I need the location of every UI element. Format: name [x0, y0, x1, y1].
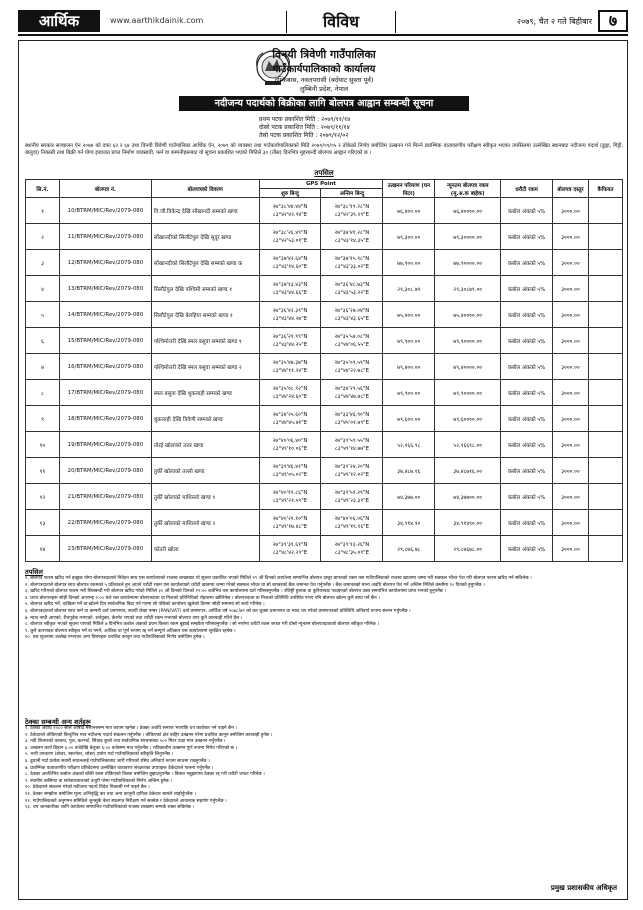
table-row [26, 380, 623, 406]
row-start-point [259, 510, 321, 536]
row-bid-fee: ३०००.०० [553, 536, 589, 562]
row-end-point [321, 198, 383, 224]
row-bid-no: 17/BTRM/MIC/Rev/2079-080 [59, 380, 151, 406]
row-bid-fee: ३०००.०० [553, 224, 589, 250]
page-number: ७ [598, 10, 628, 32]
row-min-bid: ७९,४००००.०० [435, 354, 501, 380]
table-caption: तपसिल [314, 169, 334, 177]
latitude: २७°३५'०९.५९"N [334, 359, 370, 366]
condition-item: २. ठेकेदारले तोकिएको बिन्दुभित्र मात्र नदीजन्य पदार्थ संकलन गर्नुपर्नेछ । तोकिएको क्षेत्र बाहिर उत्खनन गरेमा प्रचलित कानून बमोजिम कारबाही हुनेछ । [25, 732, 273, 738]
row-bid-fee: ३०००.०० [553, 406, 589, 432]
latitude: २७°४०'२१.१०"N [272, 515, 308, 522]
table-row [26, 406, 623, 432]
row-quantity: ७४,३७७.०० [383, 484, 435, 510]
row-start-point [259, 354, 321, 380]
condition-item: ९. स्थानीय बासिन्दा वा सरोकारवालाको उजुरी परेमा गाउँपालिकाको निर्णय अन्तिम हुनेछ । [25, 778, 172, 784]
longitude: ८३°४३'४४.२५"E [272, 341, 308, 348]
header-bid-no: बोलपत्र नं. [59, 180, 151, 198]
longitude: ८३°४२'४२.९४"E [272, 211, 308, 218]
row-quantity: ७६,४००.०० [383, 198, 435, 224]
condition-item: ८. ठेक्का अवधिभित्र कबोल अंकको बाँकी रकम तोकिएको किस्ता बमोजिम बुझाउनुपर्नेछ । किस्ता नबुझाएमा ठेक्का रद्द गरी धरौटी जफत गरिनेछ । [25, 772, 265, 778]
terms-list [25, 576, 623, 642]
row-sn: ३ [26, 250, 60, 276]
term-item: १०. यस सूचनामा उल्लेख नभएका अन्य विषयहरू प्रचलित कानून तथा गाउँपालिकाको निर्णय बमोजिम हुनेछ । [25, 635, 205, 641]
longitude: ८३°४३'४४.२७"E [272, 315, 308, 322]
row-remarks [588, 484, 622, 510]
longitude: ८३°४९'१०.०६"E [272, 445, 308, 452]
row-min-bid: २९,३०८७९.०० [435, 276, 501, 302]
latitude: २७°३६'४२.३९"N [272, 307, 308, 314]
row-end-point [321, 250, 383, 276]
conditions-heading: ठेक्का सम्बन्धी अन्य शर्तहरू [25, 718, 91, 726]
row-start-point [259, 328, 321, 354]
row-sn: १३ [26, 510, 60, 536]
row-bid-fee: ३०००.०० [553, 458, 589, 484]
row-start-point [259, 198, 321, 224]
issue-date: २०७९, चैत २ गते बिहीबार [516, 17, 592, 26]
row-min-bid: ७६,४००००.०० [435, 198, 501, 224]
row-description: तोरई खोलाको उत्तर खण्ड [151, 432, 259, 458]
table-row [26, 276, 623, 302]
row-description: वि.जी.विकेन्द्र देखि सोंखानदी सम्मको खण्ड [151, 198, 259, 224]
row-end-point [321, 510, 383, 536]
row-quantity: ७९,४००.०० [383, 354, 435, 380]
table-row [26, 354, 623, 380]
header-min-bid: न्यूनतम बोलपत्र रकम (मु.अ.क बाहेक) [435, 180, 501, 198]
notice-title: नदीजन्य पदार्थको बिक्रीका लागि बोलपत्र आह्वान सम्बन्धी सूचना [179, 96, 469, 111]
latitude: २७°३३'४६.९०"N [334, 411, 370, 418]
latitude: २७°३८'१९.२८"N [334, 203, 370, 210]
row-bid-no: 22/BTRM/MIC/Rev/2079-080 [59, 510, 151, 536]
latitude: २७°३४'२९.५६"N [334, 385, 370, 392]
row-description: तुर्की खोलाको माथिल्लो खण्ड १ [151, 484, 259, 510]
longitude: ८३°४३'१४.६०"E [272, 263, 308, 270]
term-item: ५. बोलपत्र खरिद गर्ने, दाखिला गर्ने वा खोल्ने दिन सार्वजनिक बिदा पर्न गएमा सो पछिको कार्यालय खुलेको दिनमा सोही समयमा सो कार्य गरिनेछ । [25, 602, 265, 608]
row-deposit: कबोल अंकको ५% [501, 302, 553, 328]
header-sn: सि.नं. [26, 180, 60, 198]
latitude: २७°३९'५९.२९"N [334, 489, 370, 496]
row-quantity: ७९,३००.०० [383, 224, 435, 250]
term-item: २. बोलपत्रदाताले बोलपत्र साथ बोलपत्र रकमको ५ प्रतिशतले हुन आउने धरौटी रकम यस कार्यालयको धरौटी खातामा जम्मा गरेको सक्कल भौचर वा सो बराबरको बैंक जमानत पेश गर्नुपर्नेछ । बैंक जमानतको मान्य अवधि बोलपत्र पेश गर्ने अन्तिम मितिले कम्तीमा ९० दिनको हुनुपर्नेछ । [25, 582, 485, 588]
longitude: ८३°४३'५३.२२"E [334, 289, 370, 296]
header-deposit: धरौटी रकम [501, 180, 553, 198]
row-sn: १४ [26, 536, 60, 562]
table-row [26, 484, 623, 510]
row-description: कोतरी खोला [151, 536, 259, 562]
masthead [18, 10, 628, 36]
row-start-point [259, 432, 321, 458]
row-bid-no: 15/BTRM/MIC/Rev/2079-080 [59, 328, 151, 354]
row-remarks [588, 276, 622, 302]
header-remarks: कैफियत [588, 180, 622, 198]
row-bid-fee: ३०००.०० [553, 276, 589, 302]
conditions-list [25, 726, 623, 812]
municipality-name: विनयी त्रिवेणी गाउँपालिका [272, 48, 376, 61]
latitude: २७°३६'४८.७३"N [334, 281, 370, 288]
row-remarks [588, 536, 622, 562]
row-bid-no: 10/BTRM/MIC/Rev/2079-080 [59, 198, 151, 224]
row-min-bid: ७९,९००००.०० [435, 380, 501, 406]
condition-item: ३. नदी किनारको तटबन्ध, पुल, कल्भर्ट, सिंचाइ कुलो तथा सार्वजनिक संरचनाबाट ५०० मिटर टाढा मात्र उत्खनन गर्नुपर्नेछ । [25, 739, 226, 745]
longitude: ८३°४४'११.२४"E [272, 367, 308, 374]
longitude: ८३°४४'२२.७८"E [334, 367, 370, 374]
condition-item: १२. गाउँपालिकाको अनुगमन समितिले जुनसुकै बेला स्थलगत निरीक्षण गर्न सक्नेछ र ठेकेदारले आवश्यक सहयोग गर्नुपर्नेछ । [25, 798, 227, 804]
row-min-bid: ७९,६००००.०० [435, 406, 501, 432]
row-remarks [588, 458, 622, 484]
longitude: ८३°४३'४३.६५"E [334, 315, 370, 322]
longitude: ८३°४९'२१.५९"E [272, 497, 308, 504]
row-quantity: ३७,४८७.१६ [383, 458, 435, 484]
condition-item: ५. भारी उपकरण (डोजर, स्काभेटर, लोडर) प्रयोग गर्दा गाउँपालिकाको स्वीकृति लिनुपर्नेछ । [25, 752, 174, 758]
condition-item: १३. थप जानकारीका लागि कार्यालय समयभित्र गाउँपालिकाको राजस्व शाखामा सम्पर्क राख्न सकिनेछ । [25, 805, 195, 811]
latitude: २७°३७'१५.९८"N [334, 255, 370, 262]
row-description: पश्चिमोत्तरी देखि स्मल बसुवा सम्मको खण्ड २ [151, 354, 259, 380]
longitude: ८३°४९'१७.४८"E [272, 523, 308, 530]
row-deposit: कबोल अंकको ५% [501, 250, 553, 276]
office-province: लुम्बिनी प्रदेश, नेपाल [299, 85, 349, 93]
row-deposit: कबोल अंकको ५% [501, 354, 553, 380]
latitude: २७°४०'०६.४०"N [272, 437, 308, 444]
row-bid-no: 21/BTRM/MIC/Rev/2079-080 [59, 484, 151, 510]
row-start-point [259, 484, 321, 510]
row-quantity: ७९,९००.०० [383, 328, 435, 354]
row-deposit: कबोल अंकको ५% [501, 484, 553, 510]
row-deposit: कबोल अंकको ५% [501, 536, 553, 562]
latitude: २७°३५'५४.०८"N [334, 333, 370, 340]
row-deposit: कबोल अंकको ५% [501, 224, 553, 250]
row-bid-no: 23/BTRM/MIC/Rev/2079-080 [59, 536, 151, 562]
row-description: सिलौटेपुल देखि पश्चिमी सम्मको खण्ड १ [151, 276, 259, 302]
longitude: ८३°४३'३३.०२"E [334, 263, 370, 270]
latitude: २७°४०'०६.०६"N [334, 515, 370, 522]
latitude: २७°३९'१३.२६"N [334, 541, 370, 548]
row-bid-fee: ३०००.०० [553, 510, 589, 536]
table-row [26, 328, 623, 354]
row-remarks [588, 224, 622, 250]
row-start-point [259, 250, 321, 276]
row-deposit: कबोल अंकको ५% [501, 432, 553, 458]
row-end-point [321, 302, 383, 328]
third-publication-date: तेस्रो पटक प्रकाशित मिति : २०७९/१२/०२ [259, 132, 349, 139]
row-bid-fee: ३०००.०० [553, 432, 589, 458]
row-sn: ९ [26, 406, 60, 432]
row-quantity: ७७,९००.०० [383, 250, 435, 276]
latitude: २७°३८'४४.४४"N [272, 203, 308, 210]
longitude: ८३°४२'५३.०१"E [272, 237, 308, 244]
longitude: ८३°४८'४२.२९"E [272, 549, 308, 556]
table-row [26, 302, 623, 328]
row-start-point [259, 302, 321, 328]
row-start-point [259, 276, 321, 302]
row-sn: १ [26, 198, 60, 224]
latitude: २७°३९'४६.४१"N [272, 463, 308, 470]
table-row [26, 458, 623, 484]
longitude: ८३°४९'२३.३९"E [334, 497, 370, 504]
row-sn: १२ [26, 484, 60, 510]
header-description: बोलपत्रको विवरण [151, 180, 259, 198]
longitude: ८३°४८'३५.०९"E [334, 549, 370, 556]
notice-intro: स्थानीय सरकार सञ्चालन ऐन २०७४ को दफा ६२ र ६४ तथा विनयी त्रिवेणी गाउँपालिका आर्थिक ऐन, २०७९ को व्यवस्था तथा गाउँकार्यपालिकाको मिति २०७९/०९/०५ र तोकेको निर्णय बमोजिम उत्खनन गर्न मिल्ने प्रारम्भिक वातावरणीय परीक्षण स्वीकृत भएका तपसिलमा उल्लेखित स्थानबाट नदीजन्य पदार्थ (ढुङ्गा, गिट्टी, बालुवा) निकासी तथा बिक्री गर्न योग्य इजाजत प्राप्त निर्माण व्यवसायी, फर्म वा कम्पनीहरूबाट यो सूचना प्रकाशित भएको मितिले ३० (तीस) दिनभित्र मुहरबन्दी बोलपत्र आह्वान गरिएको छ । [25, 143, 623, 156]
bid-lots-table [25, 179, 623, 562]
row-sn: ७ [26, 354, 60, 380]
longitude: ८३°४४'०६.५५"E [334, 341, 370, 348]
table-row [26, 536, 623, 562]
website-url[interactable]: www.aarthikdainik.com [110, 16, 204, 25]
table-row [26, 432, 623, 458]
row-bid-fee: ३०००.०० [553, 328, 589, 354]
longitude: ८३°४९'०५.०२"E [272, 471, 308, 478]
row-sn: ६ [26, 328, 60, 354]
row-min-bid: ७७,९००००.०० [435, 250, 501, 276]
terms-heading: तपसिल [25, 568, 43, 576]
term-item: ४. प्राप्त बोलपत्रहरू सोही दिनको अपरान्ह २:०० बजे यस कार्यालयमा बोलपत्रदाता वा निजको प्रतिनिधिको रोहवरमा खोलिनेछ । बोलपत्रदाता वा निजको प्रतिनिधि उपस्थित नभए पनि बोलपत्र खोल्न कुनै बाधा पर्ने छैन । [25, 595, 380, 601]
header-bid-fee: बोलपत्र दस्तुर [553, 180, 589, 198]
office-name: गाउँकार्यपालिकाको कार्यालय [272, 64, 376, 75]
row-end-point [321, 458, 383, 484]
row-remarks [588, 406, 622, 432]
second-publication-date: दोस्रो पटक प्रकाशित मिति : २०७९/११/१४ [259, 124, 350, 131]
condition-item: ११. ठेक्का सम्झौता बमोजिम मूल्य अभिवृद्धि कर तथा अन्य कानूनी दायित्व ठेकेदार स्वयंले व्यहोर्नुपर्नेछ । [25, 791, 196, 797]
row-bid-fee: ३०००.०० [553, 250, 589, 276]
row-end-point [321, 406, 383, 432]
row-deposit: कबोल अंकको ५% [501, 198, 553, 224]
row-deposit: कबोल अंकको ५% [501, 510, 553, 536]
row-end-point [321, 354, 383, 380]
header-start-point: शुरु बिन्दु [259, 189, 321, 198]
row-bid-no: 16/BTRM/MIC/Rev/2079-080 [59, 354, 151, 380]
latitude: २७°३५'०८.९२"N [272, 385, 308, 392]
row-min-bid: २९,८७६७८.०० [435, 536, 501, 562]
row-quantity: ७५,४००.०० [383, 302, 435, 328]
row-end-point [321, 484, 383, 510]
header-gps: GPS Point [259, 180, 383, 189]
row-bid-no: 18/BTRM/MIC/Rev/2079-080 [59, 406, 151, 432]
row-quantity: ३४,९१४.९० [383, 510, 435, 536]
row-description: सोंखानदीको सिलौटेपुल देखि सम्मको खण्ड क [151, 250, 259, 276]
latitude: २७°३४'२५.६०"N [272, 411, 308, 418]
latitude: २७°३७'४२.६४"N [272, 255, 308, 262]
row-min-bid: ५२,१६६९८.०० [435, 432, 501, 458]
publication-dates [259, 116, 419, 140]
office-address: दुम्किबास, नवलपरासी (बर्दघाट सुस्ता पूर्व) [274, 76, 374, 84]
row-description: तुर्की खोलाको माथिल्लो खण्ड २ [151, 510, 259, 536]
condition-item: १०. ठेकेदारले संकलन गरेको नदीजन्य पदार्थ विदेश निकासी गर्न पाइने छैन । [25, 785, 150, 791]
row-end-point [321, 276, 383, 302]
longitude: ८३°४९'१९.९६"E [334, 523, 370, 530]
row-remarks [588, 328, 622, 354]
row-description: पश्चिमोत्तरी देखि स्मल बसुवा सम्मको खण्ड १ [151, 328, 259, 354]
header-quantity: उत्खनन परिमाण (घन मिटर) [383, 180, 435, 198]
latitude: २७°३५'४७.३७"N [272, 359, 308, 366]
row-end-point [321, 380, 383, 406]
latitude: २७°३९'३१.६१"N [272, 541, 308, 548]
newspaper-logo[interactable]: आर्थिक [18, 10, 100, 32]
latitude: २७°३७'१३.४३"N [272, 281, 308, 288]
latitude: २७°३९'२४.२०"N [334, 463, 370, 470]
row-bid-fee: ३०००.०० [553, 380, 589, 406]
term-item: ९. कुनै कारणवश बोलपत्र स्वीकृत गर्ने वा नगर्ने, आंशिक वा पूर्ण रूपमा रद्द गर्ने सम्पूर्ण अधिकार यस कार्यालयमा सुरक्षित रहनेछ । [25, 628, 236, 634]
longitude: ८३°४४'२४.६०"E [272, 393, 308, 400]
row-deposit: कबोल अंकको ५% [501, 328, 553, 354]
row-bid-fee: ३०००.०० [553, 198, 589, 224]
latitude: २७°३६'२१.९९"N [272, 333, 308, 340]
term-item: ६. बोलपत्रदाताले बोलपत्र साथ फर्म वा कम्पनी दर्ता प्रमाणपत्र, स्थायी लेखा नम्बर (PAN/VAT) दर्ता प्रमाणपत्र, आर्थिक वर्ष २०७८/७९ को कर चुक्ता प्रमाणपत्र वा म्याद थप गरेको प्रमाणपत्रको प्रतिलिपि अनिवार्य रूपमा संलग्न गर्नुपर्नेछ । [25, 608, 411, 614]
longitude: ८३°४४'४७.७८"E [334, 393, 370, 400]
condition-item: ४. उत्खनन कार्य बिहान ६:०० बजेदेखि बेलुका ६:०० बजेसम्म मात्र गर्नुपर्नेछ । रात्रिकालीन उत्खनन पूर्ण रूपमा निषेध गरिएको छ । [25, 745, 238, 751]
table-row [26, 198, 623, 224]
row-deposit: कबोल अंकको ५% [501, 276, 553, 302]
latitude: २७°४०'११.८६"N [272, 489, 308, 496]
row-bid-fee: ३०००.०० [553, 302, 589, 328]
row-min-bid: ३७,४८७१६.०० [435, 458, 501, 484]
row-sn: ११ [26, 458, 60, 484]
row-quantity: २९,३०८.७९ [383, 276, 435, 302]
longitude: ८३°४४'४५.७१"E [272, 419, 308, 426]
longitude: ८३°४५'०१.७९"E [334, 419, 370, 426]
term-item: १. बोलपत्र फारम खरिद गर्न इच्छुक योग्य बोलपत्रदाताले निवेदन साथ यस कार्यालयको राजस्व शाखाबाट यो सूचना प्रकाशित भएको मितिले २९ औं दिनको कार्यालय समयभित्र बोलपत्र दस्तुर बापतको रकम यस गाउँपालिकाको राजस्व खातामा जम्मा गरी सक्कल भौचर पेश गरी बोलपत्र फारम खरिद गर्न सकिनेछ । [25, 576, 532, 581]
longitude: ८३°४३'४४.६६"E [272, 289, 308, 296]
row-quantity: ७९,६००.०० [383, 406, 435, 432]
row-quantity: २९,८७६.७८ [383, 536, 435, 562]
latitude: २७°३६'२७.०४"N [334, 307, 370, 314]
row-remarks [588, 250, 622, 276]
term-item: ३. खरिद गरिएको बोलपत्र फारम भरी सिलबन्दी गरी बोलपत्र खरिद गरेको मितिले ३० औं दिनको दिनको १२:०० बजेभित्र यस कार्यालयमा दर्ता गरिसक्नुपर्नेछ । रजिष्ट्री हुलाक वा कुरियरबाट पठाइएको बोलपत्र उक्त समयभित्र कार्यालयमा प्राप्त भएको हुनुपर्नेछ । [25, 589, 447, 595]
row-end-point [321, 432, 383, 458]
row-start-point [259, 406, 321, 432]
row-min-bid: ७५,४००००.०० [435, 302, 501, 328]
condition-item: ६. ढुवानी गर्दा प्रत्येक सवारी साधनलाई गाउँपालिकाबाट जारी गरिएको रसिद अनिवार्य रूपमा साथमा राख्नुपर्नेछ । [25, 758, 210, 764]
row-bid-no: 12/BTRM/MIC/Rev/2079-080 [59, 250, 151, 276]
row-bid-fee: ३०००.०० [553, 484, 589, 510]
condition-item: १. ठेक्का अवधि २०८० साल आषाढ मसान्तसम्म मात्र कायम रहनेछ । ठेक्का अवधि समाप्त भएपछि थप कारोबार गर्न पाइने छैन । [25, 726, 237, 731]
row-remarks [588, 302, 622, 328]
signatory-title: प्रमुख प्रशासकीय अधिकृत [550, 884, 617, 892]
row-quantity: ७९,९००.०० [383, 380, 435, 406]
longitude: ८३°४३'१४.३५"E [334, 237, 370, 244]
table-row [26, 510, 623, 536]
row-remarks [588, 354, 622, 380]
table-row [26, 250, 623, 276]
row-sn: ५ [26, 302, 60, 328]
row-deposit: कबोल अंकको ५% [501, 406, 553, 432]
row-description: तुर्की खोलाको तल्लो खण्ड [151, 458, 259, 484]
row-end-point [321, 328, 383, 354]
bid-lots-body [26, 198, 623, 562]
row-description: स्मल बसुवा देखि थुकलाही सम्मको खण्ड [151, 380, 259, 406]
row-deposit: कबोल अंकको ५% [501, 458, 553, 484]
row-deposit: कबोल अंकको ५% [501, 380, 553, 406]
row-start-point [259, 458, 321, 484]
row-start-point [259, 224, 321, 250]
row-min-bid: ३४,९१४९०.०० [435, 510, 501, 536]
bid-notice [18, 40, 628, 900]
longitude: ८३°४२'३९.२९"E [334, 211, 370, 218]
row-description: थुकलाही देखि त्रिवेणी सम्मको खण्ड [151, 406, 259, 432]
row-sn: ४ [26, 276, 60, 302]
section-title: विविध [286, 11, 396, 33]
row-bid-no: 13/BTRM/MIC/Rev/2079-080 [59, 276, 151, 302]
row-remarks [588, 432, 622, 458]
row-bid-no: 11/BTRM/MIC/Rev/2079-080 [59, 224, 151, 250]
header-end-point: अन्तिम बिन्दु [321, 189, 383, 198]
row-start-point [259, 536, 321, 562]
row-remarks [588, 198, 622, 224]
row-bid-no: 20/BTRM/MIC/Rev/2079-080 [59, 458, 151, 484]
term-item: ७. म्याद नाघी आएको, रीतपूर्वक नभएको, शर्तयुक्त, केरमेट भएको तथा धरौटी रकम नभएको बोलपत्र उपर कुनै कारबाही गरिने छैन । [25, 615, 243, 621]
row-bid-no: 19/BTRM/MIC/Rev/2079-080 [59, 432, 151, 458]
condition-item: ७. प्रारम्भिक वातावरणीय परीक्षण प्रतिवेदनमा उल्लेखित वातावरण संरक्षणका उपायहरू ठेकेदारले पालना गर्नुपर्नेछ । [25, 765, 214, 771]
row-quantity: ५२,१६६.९८ [383, 432, 435, 458]
row-min-bid: ७४,३७७००.०० [435, 484, 501, 510]
row-min-bid: ७९,९००००.०० [435, 328, 501, 354]
row-sn: १० [26, 432, 60, 458]
latitude: २७°३७'४१.२८"N [334, 229, 370, 236]
row-description: सोंखानदीको सिलौटेपुल देखि सुदूर खण्ड [151, 224, 259, 250]
row-remarks [588, 380, 622, 406]
row-bid-no: 14/BTRM/MIC/Rev/2079-080 [59, 302, 151, 328]
longitude: ८३°४९'१४.७७"E [334, 445, 370, 452]
row-end-point [321, 224, 383, 250]
row-sn: ८ [26, 380, 60, 406]
row-sn: २ [26, 224, 60, 250]
longitude: ८३°४९'१२.०२"E [334, 471, 370, 478]
term-item: ८. बोलपत्र स्वीकृत भएको सूचना पाएको मितिले ७ दिनभित्र कबोल अंकको प्रथम किस्ता रकम बुझाई सम्झौता गरिसक्नुपर्नेछ । सो नगरेमा धरौटी रकम जफत गरी दोस्रो न्यूनतम बोलपत्रदाताको बोलपत्र स्वीकृत गरिनेछ । [25, 622, 379, 628]
latitude: २७°३८'२६.४९"N [272, 229, 308, 236]
row-bid-fee: ३०००.०० [553, 354, 589, 380]
row-start-point [259, 380, 321, 406]
row-remarks [588, 510, 622, 536]
row-end-point [321, 536, 383, 562]
row-min-bid: ७९,३००००.०० [435, 224, 501, 250]
table-row [26, 224, 623, 250]
first-publication-date: प्रथम पटक प्रकाशित मिति : २०७९/११/१४ [259, 116, 351, 123]
latitude: २७°३९'५९.५५"N [334, 437, 370, 444]
row-description: सिलौटेपुल देखि बेलहिया सम्मको खण्ड १ [151, 302, 259, 328]
